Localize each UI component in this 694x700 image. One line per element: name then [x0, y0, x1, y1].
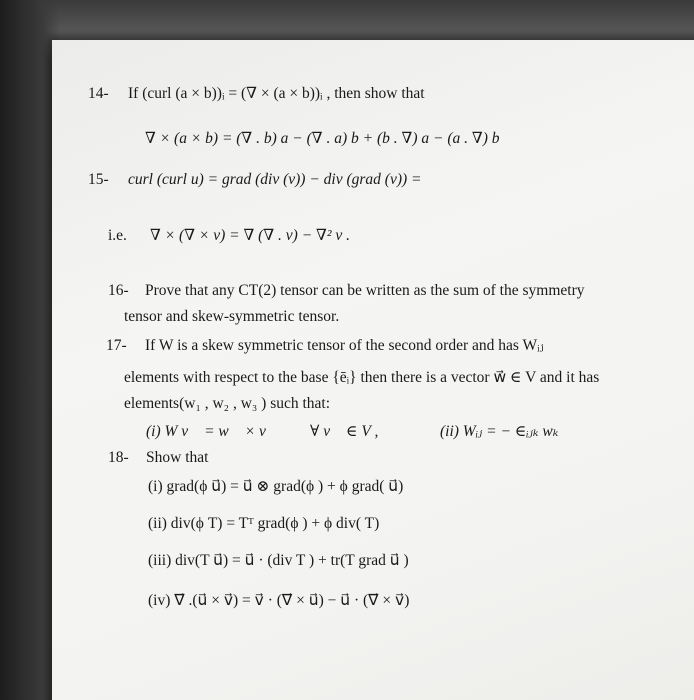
q14-line1: If (curl (a × b))ᵢ = (∇ × (a × b))ᵢ , then show that — [128, 85, 425, 102]
q18-item-iv: (iv) ∇⃗ .(u⃗ × v⃗) = v⃗ · (∇⃗ × u⃗) − u⃗ · (∇⃗ × v⃗) — [148, 592, 410, 609]
q16-line2: tensor and skew-symmetric tensor. — [124, 308, 340, 325]
q15-ie-label: i.e. — [108, 227, 127, 244]
q16-number: 16- — [108, 282, 129, 299]
q18-item-ii: (ii) div(ϕ T) = Tᵀ grad(ϕ ) + ϕ div( T) — [148, 515, 380, 532]
q16-line1: Prove that any CT(2) tensor can be written as the sum of the symmetry — [145, 282, 585, 299]
q15-number: 15- — [88, 171, 109, 188]
q18-item-i: (i) grad(ϕ u⃗) = u⃗ ⊗ grad(ϕ ) + ϕ grad( u⃗) — [148, 478, 404, 495]
q18-item-iii: (iii) div(T u⃗) = u⃗ · (div T ) + tr(T grad u⃗ ) — [148, 552, 409, 569]
q15-ie-equation: ∇ × (∇ × v) = ∇ (∇ . v) − ∇² v . — [150, 227, 351, 244]
q14-number: 14- — [88, 85, 109, 102]
q18-number: 18- — [108, 449, 129, 466]
left-shadow — [0, 0, 60, 700]
q17-forall: ∀ v⃗ ∈ V , — [310, 423, 379, 440]
q17-line2: elements with respect to the base {ēᵢ} then there is a vector w⃗ ∈ V and it has — [124, 369, 600, 386]
q18-intro: Show that — [146, 449, 209, 466]
q17-line1: If W is a skew symmetric tensor of the second order and has Wᵢⱼ — [145, 337, 544, 354]
q17-line3: elements(w₁ , w₂ , w₃ ) such that: — [124, 395, 331, 412]
q14-line2: ∇ × (a × b) = (∇ . b) a − (∇ . a) b + (b . ∇) a − (a . ∇) b — [145, 130, 500, 147]
q15-line1: curl (curl u) = grad (div (v)) − div (grad (v)) = — [128, 171, 422, 188]
q17-number: 17- — [106, 337, 127, 354]
q17-part-i: (i) W v⃗ = w⃗ × v⃗ — [146, 423, 278, 440]
q17-part-ii: (ii) Wᵢⱼ = − ∈ᵢⱼₖ wₖ — [440, 423, 559, 440]
